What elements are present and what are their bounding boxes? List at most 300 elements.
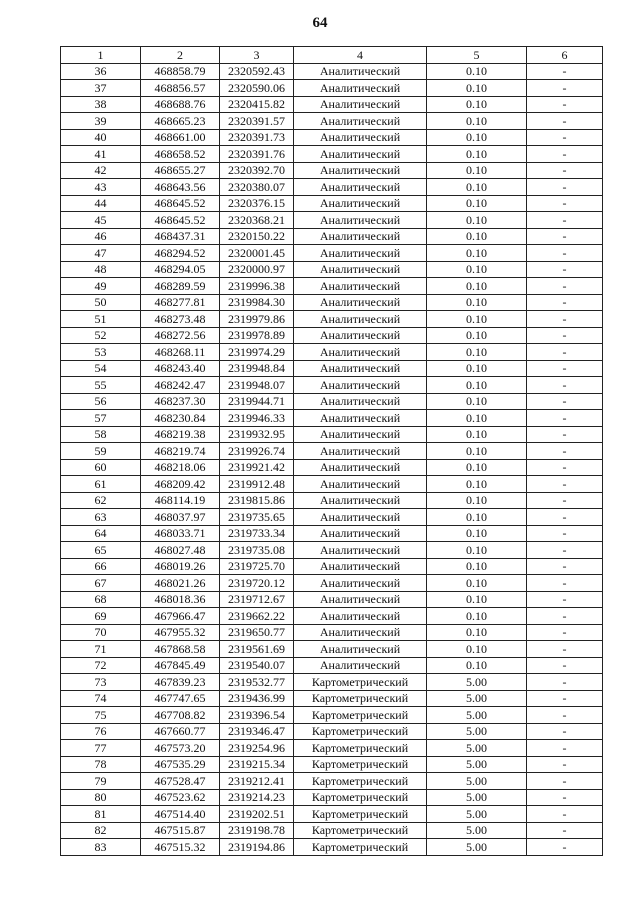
table-cell-col-6: -: [527, 228, 603, 245]
column-header-2: 2: [141, 47, 220, 64]
table-cell-col-2: 468018.36: [141, 591, 220, 608]
table-cell-col-2: 468294.05: [141, 261, 220, 278]
table-cell-col-4: Аналитический: [294, 525, 427, 542]
table-cell-col-4: Аналитический: [294, 261, 427, 278]
table-cell-col-1: 36: [61, 63, 141, 80]
table-cell-col-6: -: [527, 525, 603, 542]
table-cell-col-1: 76: [61, 723, 141, 740]
table-cell-col-2: 468237.30: [141, 393, 220, 410]
table-row: [61, 476, 603, 493]
table-cell-col-6: -: [527, 179, 603, 196]
table-cell-col-5: 0.10: [427, 113, 527, 130]
table-cell-col-3: 2319725.70: [220, 558, 294, 575]
table-cell-col-1: 47: [61, 245, 141, 262]
table-cell-col-3: 2319944.71: [220, 393, 294, 410]
table-cell-col-5: 0.10: [427, 80, 527, 97]
table-cell-col-3: 2320592.43: [220, 63, 294, 80]
table-cell-col-6: -: [527, 360, 603, 377]
table-cell-col-6: -: [527, 756, 603, 773]
table-cell-col-5: 0.10: [427, 146, 527, 163]
table-cell-col-2: 468655.27: [141, 162, 220, 179]
table-cell-col-3: 2319254.96: [220, 740, 294, 757]
table-cell-col-5: 0.10: [427, 393, 527, 410]
table-cell-col-1: 50: [61, 294, 141, 311]
table-cell-col-1: 61: [61, 476, 141, 493]
table-row: [61, 212, 603, 229]
table-cell-col-5: 0.10: [427, 558, 527, 575]
table-cell-col-4: Аналитический: [294, 129, 427, 146]
table-cell-col-4: Аналитический: [294, 492, 427, 509]
table-cell-col-3: 2319561.69: [220, 641, 294, 658]
table-cell-col-5: 5.00: [427, 822, 527, 839]
table-cell-col-2: 467955.32: [141, 624, 220, 641]
table-cell-col-4: Аналитический: [294, 624, 427, 641]
table-cell-col-1: 46: [61, 228, 141, 245]
table-cell-col-3: 2319215.34: [220, 756, 294, 773]
table-cell-col-6: -: [527, 723, 603, 740]
table-cell-col-6: -: [527, 822, 603, 839]
table-cell-col-3: 2319735.08: [220, 542, 294, 559]
table-cell-col-2: 467708.82: [141, 707, 220, 724]
table-cell-col-4: Аналитический: [294, 657, 427, 674]
page-number: 64: [312, 15, 328, 31]
table-cell-col-3: 2319198.78: [220, 822, 294, 839]
table-cell-col-1: 74: [61, 690, 141, 707]
table-cell-col-3: 2320391.76: [220, 146, 294, 163]
table-cell-col-6: -: [527, 608, 603, 625]
table-cell-col-6: -: [527, 591, 603, 608]
table-cell-col-1: 80: [61, 789, 141, 806]
table-row: [61, 674, 603, 691]
table-row: [61, 608, 603, 625]
table-cell-col-6: -: [527, 344, 603, 361]
table-cell-col-2: 467747.65: [141, 690, 220, 707]
table-cell-col-2: 468230.84: [141, 410, 220, 427]
table-cell-col-5: 0.10: [427, 245, 527, 262]
table-cell-col-1: 72: [61, 657, 141, 674]
table-cell-col-1: 54: [61, 360, 141, 377]
table-cell-col-6: -: [527, 212, 603, 229]
table-cell-col-3: 2320392.70: [220, 162, 294, 179]
table-cell-col-1: 82: [61, 822, 141, 839]
table-cell-col-2: 467528.47: [141, 773, 220, 790]
table-cell-col-4: Аналитический: [294, 294, 427, 311]
table-cell-col-5: 5.00: [427, 789, 527, 806]
table-cell-col-6: -: [527, 575, 603, 592]
table-cell-col-2: 467523.62: [141, 789, 220, 806]
table-cell-col-3: 2319396.54: [220, 707, 294, 724]
column-header-4: 4: [294, 47, 427, 64]
table-cell-col-6: -: [527, 113, 603, 130]
table-cell-col-5: 5.00: [427, 723, 527, 740]
table-cell-col-2: 468277.81: [141, 294, 220, 311]
table-cell-col-4: Аналитический: [294, 146, 427, 163]
table-cell-col-5: 0.10: [427, 624, 527, 641]
table-cell-col-1: 83: [61, 839, 141, 856]
table-cell-col-6: -: [527, 311, 603, 328]
table-cell-col-6: -: [527, 195, 603, 212]
table-cell-col-4: Аналитический: [294, 162, 427, 179]
table-cell-col-2: 467515.87: [141, 822, 220, 839]
table-cell-col-2: 468021.26: [141, 575, 220, 592]
table-cell-col-3: 2320368.21: [220, 212, 294, 229]
table-cell-col-1: 53: [61, 344, 141, 361]
table-row: [61, 443, 603, 460]
table-cell-col-5: 5.00: [427, 773, 527, 790]
table-cell-col-1: 41: [61, 146, 141, 163]
table-row: [61, 459, 603, 476]
table-cell-col-3: 2319932.95: [220, 426, 294, 443]
table-cell-col-5: 0.10: [427, 278, 527, 295]
table-cell-col-1: 39: [61, 113, 141, 130]
table-cell-col-1: 38: [61, 96, 141, 113]
table-cell-col-2: 468027.48: [141, 542, 220, 559]
table-row: [61, 80, 603, 97]
table-cell-col-2: 468019.26: [141, 558, 220, 575]
table-cell-col-1: 64: [61, 525, 141, 542]
table-cell-col-4: Картометрический: [294, 822, 427, 839]
table-row: [61, 690, 603, 707]
table-cell-col-6: -: [527, 773, 603, 790]
table-cell-col-3: 2319436.99: [220, 690, 294, 707]
table-cell-col-1: 73: [61, 674, 141, 691]
table-cell-col-6: -: [527, 261, 603, 278]
table-row: [61, 822, 603, 839]
table-cell-col-2: 467839.23: [141, 674, 220, 691]
table-cell-col-2: 468665.23: [141, 113, 220, 130]
table-cell-col-1: 51: [61, 311, 141, 328]
table-cell-col-4: Аналитический: [294, 96, 427, 113]
table-row: [61, 492, 603, 509]
table-cell-col-1: 67: [61, 575, 141, 592]
table-cell-col-6: -: [527, 492, 603, 509]
table-cell-col-2: 468658.52: [141, 146, 220, 163]
table-cell-col-2: 467515.32: [141, 839, 220, 856]
table-cell-col-2: 468688.76: [141, 96, 220, 113]
table-cell-col-5: 0.10: [427, 459, 527, 476]
table-cell-col-2: 468037.97: [141, 509, 220, 526]
table-cell-col-4: Аналитический: [294, 179, 427, 196]
table-row: [61, 575, 603, 592]
table-cell-col-3: 2320150.22: [220, 228, 294, 245]
table-cell-col-5: 0.10: [427, 575, 527, 592]
table-cell-col-4: Аналитический: [294, 63, 427, 80]
table-cell-col-1: 44: [61, 195, 141, 212]
table-cell-col-3: 2320391.73: [220, 129, 294, 146]
table-cell-col-4: Аналитический: [294, 80, 427, 97]
table-cell-col-4: Аналитический: [294, 311, 427, 328]
table-cell-col-1: 79: [61, 773, 141, 790]
table-cell-col-4: Аналитический: [294, 608, 427, 625]
table-cell-col-6: -: [527, 393, 603, 410]
table-cell-col-3: 2320376.15: [220, 195, 294, 212]
table-cell-col-5: 0.10: [427, 261, 527, 278]
table-cell-col-5: 0.10: [427, 360, 527, 377]
table-cell-col-1: 57: [61, 410, 141, 427]
table-cell-col-5: 0.10: [427, 228, 527, 245]
table-cell-col-2: 467514.40: [141, 806, 220, 823]
table-cell-col-2: 468243.40: [141, 360, 220, 377]
table-cell-col-6: -: [527, 377, 603, 394]
table-cell-col-1: 40: [61, 129, 141, 146]
table-cell-col-5: 0.10: [427, 63, 527, 80]
table-row: [61, 344, 603, 361]
table-cell-col-4: Аналитический: [294, 327, 427, 344]
table-cell-col-3: 2320590.06: [220, 80, 294, 97]
table-cell-col-4: Картометрический: [294, 690, 427, 707]
table-row: [61, 96, 603, 113]
table-cell-col-3: 2319921.42: [220, 459, 294, 476]
table-cell-col-1: 77: [61, 740, 141, 757]
table-cell-col-6: -: [527, 80, 603, 97]
table-row: [61, 278, 603, 295]
table-row: [61, 591, 603, 608]
header-row: [61, 47, 603, 64]
table-cell-col-6: -: [527, 542, 603, 559]
table-cell-col-5: 5.00: [427, 756, 527, 773]
table-row: [61, 624, 603, 641]
table-row: [61, 327, 603, 344]
table-cell-col-1: 68: [61, 591, 141, 608]
table-cell-col-3: 2319735.65: [220, 509, 294, 526]
table-cell-col-5: 0.10: [427, 327, 527, 344]
table-cell-col-2: 467573.20: [141, 740, 220, 757]
table-row: [61, 657, 603, 674]
table-cell-col-4: Аналитический: [294, 558, 427, 575]
table-cell-col-2: 468661.00: [141, 129, 220, 146]
table-cell-col-5: 0.10: [427, 377, 527, 394]
table-cell-col-5: 0.10: [427, 294, 527, 311]
table-cell-col-6: -: [527, 162, 603, 179]
table-cell-col-6: -: [527, 410, 603, 427]
table-row: [61, 542, 603, 559]
table-cell-col-6: -: [527, 63, 603, 80]
table-cell-col-1: 66: [61, 558, 141, 575]
table-cell-col-4: Аналитический: [294, 377, 427, 394]
table-row: [61, 773, 603, 790]
table-row: [61, 261, 603, 278]
table-cell-col-3: 2319720.12: [220, 575, 294, 592]
table-header: [61, 47, 603, 64]
table-row: [61, 146, 603, 163]
table-cell-col-6: -: [527, 129, 603, 146]
table-cell-col-3: 2319214.23: [220, 789, 294, 806]
table-cell-col-3: 2320391.57: [220, 113, 294, 130]
table-cell-col-4: Картометрический: [294, 806, 427, 823]
table-row: [61, 195, 603, 212]
table-cell-col-3: 2319979.86: [220, 311, 294, 328]
table-row: [61, 839, 603, 856]
table-cell-col-4: Картометрический: [294, 723, 427, 740]
table-cell-col-4: Аналитический: [294, 228, 427, 245]
table-cell-col-5: 0.10: [427, 591, 527, 608]
table-cell-col-5: 0.10: [427, 542, 527, 559]
table-cell-col-3: 2319202.51: [220, 806, 294, 823]
table-cell-col-3: 2319532.77: [220, 674, 294, 691]
table-cell-col-5: 0.10: [427, 344, 527, 361]
table-row: [61, 179, 603, 196]
table-row: [61, 410, 603, 427]
table-cell-col-6: -: [527, 641, 603, 658]
table-row: [61, 311, 603, 328]
table-cell-col-2: 468273.48: [141, 311, 220, 328]
table-cell-col-6: -: [527, 674, 603, 691]
table-cell-col-2: 468268.11: [141, 344, 220, 361]
table-cell-col-4: Аналитический: [294, 443, 427, 460]
table-cell-col-3: 2320000.97: [220, 261, 294, 278]
table-cell-col-2: 468645.52: [141, 195, 220, 212]
table-cell-col-4: Аналитический: [294, 212, 427, 229]
table-row: [61, 525, 603, 542]
table-cell-col-5: 5.00: [427, 806, 527, 823]
table-cell-col-3: 2319712.67: [220, 591, 294, 608]
table-cell-col-1: 48: [61, 261, 141, 278]
table-row: [61, 113, 603, 130]
table-cell-col-6: -: [527, 476, 603, 493]
table-cell-col-5: 0.10: [427, 179, 527, 196]
table-cell-col-5: 0.10: [427, 657, 527, 674]
table-cell-col-6: -: [527, 443, 603, 460]
table-cell-col-5: 5.00: [427, 740, 527, 757]
table-cell-col-5: 0.10: [427, 608, 527, 625]
table-cell-col-5: 0.10: [427, 195, 527, 212]
table-row: [61, 740, 603, 757]
table-cell-col-2: 468858.79: [141, 63, 220, 80]
table-cell-col-5: 0.10: [427, 212, 527, 229]
table-row: [61, 245, 603, 262]
table-cell-col-3: 2319948.07: [220, 377, 294, 394]
table-cell-col-5: 0.10: [427, 492, 527, 509]
table-cell-col-1: 43: [61, 179, 141, 196]
table-cell-col-6: -: [527, 245, 603, 262]
table-cell-col-1: 63: [61, 509, 141, 526]
table-row: [61, 789, 603, 806]
table-cell-col-2: 468437.31: [141, 228, 220, 245]
table-cell-col-2: 468272.56: [141, 327, 220, 344]
table-cell-col-5: 0.10: [427, 641, 527, 658]
table-cell-col-4: Аналитический: [294, 245, 427, 262]
table-cell-col-1: 42: [61, 162, 141, 179]
table-cell-col-2: 468645.52: [141, 212, 220, 229]
table-cell-col-3: 2319650.77: [220, 624, 294, 641]
table-cell-col-2: 467660.77: [141, 723, 220, 740]
table-cell-col-6: -: [527, 426, 603, 443]
table-cell-col-4: Аналитический: [294, 591, 427, 608]
table-cell-col-6: -: [527, 624, 603, 641]
table-row: [61, 641, 603, 658]
table-cell-col-1: 75: [61, 707, 141, 724]
table-cell-col-1: 70: [61, 624, 141, 641]
table-cell-col-4: Аналитический: [294, 476, 427, 493]
table-body: [61, 63, 603, 855]
table-cell-col-2: 467966.47: [141, 608, 220, 625]
table-cell-col-4: Аналитический: [294, 641, 427, 658]
table-cell-col-4: Картометрический: [294, 740, 427, 757]
table-cell-col-6: -: [527, 707, 603, 724]
table-cell-col-5: 0.10: [427, 162, 527, 179]
table-cell-col-1: 55: [61, 377, 141, 394]
table-cell-col-1: 45: [61, 212, 141, 229]
column-header-6: 6: [527, 47, 603, 64]
table-cell-col-4: Аналитический: [294, 542, 427, 559]
table-cell-col-4: Картометрический: [294, 839, 427, 856]
table-cell-col-1: 69: [61, 608, 141, 625]
table-cell-col-1: 81: [61, 806, 141, 823]
table-cell-col-4: Картометрический: [294, 789, 427, 806]
table-cell-col-6: -: [527, 740, 603, 757]
table-row: [61, 426, 603, 443]
table-cell-col-2: 468219.74: [141, 443, 220, 460]
table-cell-col-1: 65: [61, 542, 141, 559]
table-cell-col-1: 52: [61, 327, 141, 344]
table-cell-col-3: 2319733.34: [220, 525, 294, 542]
table-row: [61, 393, 603, 410]
table-cell-col-2: 468033.71: [141, 525, 220, 542]
table-cell-col-6: -: [527, 96, 603, 113]
table-cell-col-5: 0.10: [427, 410, 527, 427]
table-cell-col-5: 0.10: [427, 311, 527, 328]
table-cell-col-2: 467845.49: [141, 657, 220, 674]
table-cell-col-1: 58: [61, 426, 141, 443]
table-cell-col-4: Аналитический: [294, 344, 427, 361]
table-cell-col-4: Аналитический: [294, 393, 427, 410]
table-cell-col-3: 2320380.07: [220, 179, 294, 196]
table-row: [61, 377, 603, 394]
table-row: [61, 806, 603, 823]
table-cell-col-2: 468209.42: [141, 476, 220, 493]
table-cell-col-4: Аналитический: [294, 113, 427, 130]
table-cell-col-2: 468219.38: [141, 426, 220, 443]
table-cell-col-5: 5.00: [427, 839, 527, 856]
table-cell-col-2: 468294.52: [141, 245, 220, 262]
table-cell-col-5: 0.10: [427, 476, 527, 493]
table-cell-col-6: -: [527, 558, 603, 575]
table-cell-col-3: 2319346.47: [220, 723, 294, 740]
table-cell-col-4: Аналитический: [294, 360, 427, 377]
table-cell-col-1: 37: [61, 80, 141, 97]
table-cell-col-2: 468856.57: [141, 80, 220, 97]
table-cell-col-3: 2319926.74: [220, 443, 294, 460]
column-header-3: 3: [220, 47, 294, 64]
table-cell-col-5: 0.10: [427, 525, 527, 542]
table-cell-col-3: 2319194.86: [220, 839, 294, 856]
table-cell-col-6: -: [527, 789, 603, 806]
table-cell-col-6: -: [527, 509, 603, 526]
table-row: [61, 558, 603, 575]
table-row: [61, 509, 603, 526]
table-cell-col-1: 59: [61, 443, 141, 460]
table-cell-col-3: 2319815.86: [220, 492, 294, 509]
table-cell-col-1: 78: [61, 756, 141, 773]
table-cell-col-3: 2319540.07: [220, 657, 294, 674]
table-cell-col-3: 2319978.89: [220, 327, 294, 344]
table-cell-col-4: Аналитический: [294, 426, 427, 443]
table-cell-col-4: Картометрический: [294, 773, 427, 790]
table-cell-col-5: 0.10: [427, 129, 527, 146]
table-cell-col-6: -: [527, 839, 603, 856]
table-cell-col-4: Картометрический: [294, 674, 427, 691]
table-cell-col-6: -: [527, 294, 603, 311]
column-header-1: 1: [61, 47, 141, 64]
table-row: [61, 294, 603, 311]
table-row: [61, 756, 603, 773]
table-cell-col-4: Аналитический: [294, 195, 427, 212]
table-row: [61, 707, 603, 724]
table-cell-col-6: -: [527, 146, 603, 163]
table-cell-col-3: 2319662.22: [220, 608, 294, 625]
table-cell-col-4: Аналитический: [294, 459, 427, 476]
table-cell-col-2: 468242.47: [141, 377, 220, 394]
